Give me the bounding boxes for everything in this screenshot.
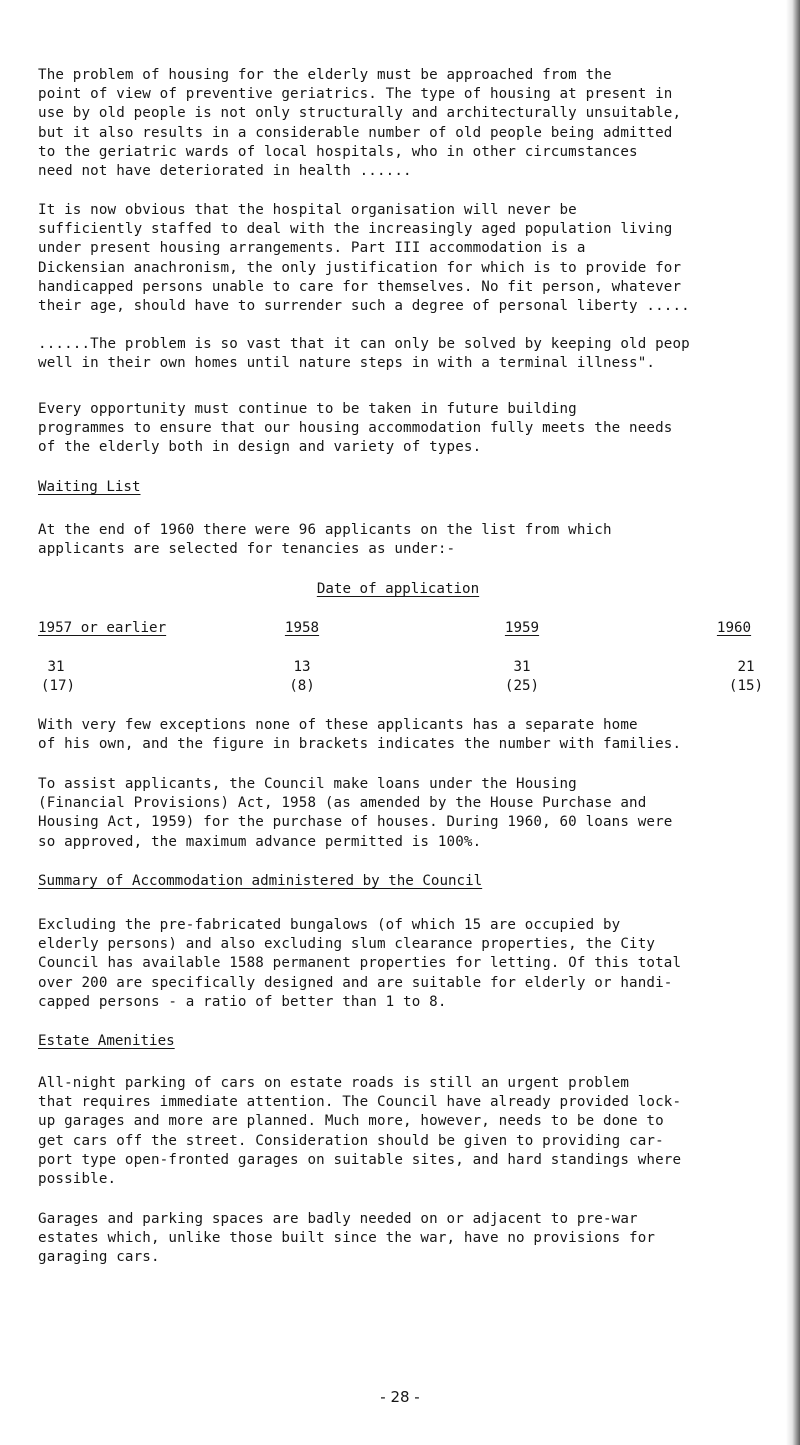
paragraph-hospital-organisation: It is now obvious that the hospital organisation will never be sufficiently staffed to deal with the increasingly aged population living under present housing arrangements. Part III accommodation is a Dickensian anachronism, the only justification for which is to provide for handicapped persons unable to care for themselves. No fit person, whatever their age, should have to surrender such a degree of personal liberty .....: [38, 202, 690, 315]
paragraph-housing-loans: To assist applicants, the Council make loans under the Housing (Financial Provisions) Act, 1958 (as amended by the House Purchase and Housing Act, 1959) for the purchase of houses. During 1960, 60 loans were so approved, the maximum advance permitted is 100%.: [38, 776, 673, 850]
table-cell-count: 13: [293, 659, 311, 675]
table-cell-families: (15): [728, 678, 764, 694]
table-header: 1960: [716, 620, 752, 636]
paragraph-all-night-parking: All-night parking of cars on estate roads is still an urgent problem that requires immediate attention. The Council have already provided lock- up garages and more are planned. Much more, however, needs to be done to get cars off the street. Consideration should be given to providing car- port type open-fronted garages on suitable sites, and hard standings where possible.: [38, 1075, 682, 1188]
paragraph-preventive-geriatrics: The problem of housing for the elderly must be approached from the point of view of preventive geriatrics. The type of housing at present in use by old people is not only structurally and architecturally unsuitable, but it also results in a considerable number of old people being admitted to the geriatric wards of local hospitals, who in other circumstances need not have deteriorated in health ......: [38, 67, 682, 180]
table-cell-count: 31: [513, 659, 531, 675]
table-cell-families: (8): [289, 678, 315, 694]
table-cell-count: 21: [737, 659, 755, 675]
paragraph-keeping-old-people-well: ......The problem is so vast that it can only be solved by keeping old peop well in their own homes until nature steps in with a terminal illness".: [38, 336, 690, 372]
paragraph-garages-parking: Garages and parking spaces are badly needed on or adjacent to pre-war estates which, unlike those built since the war, have no provisions for garaging cars.: [38, 1211, 656, 1266]
table-cell-count: 31: [47, 659, 65, 675]
paragraph-applicants: At the end of 1960 there were 96 applicants on the list from which applicants are selected for tenancies as under:-: [38, 522, 612, 558]
table-header: 1957 or earlier: [38, 620, 167, 636]
table-cell-families: (25): [504, 678, 540, 694]
heading-estate-amenities: Estate Amenities: [38, 1033, 175, 1049]
page-number: - 28 -: [380, 1388, 420, 1406]
heading-summary-accommodation: Summary of Accommodation administered by the Council: [38, 873, 483, 889]
heading-waiting-list: Waiting List: [38, 479, 141, 495]
paragraph-separate-home: With very few exceptions none of these applicants has a separate home of his own, and the figure in brackets indicates the number with families.: [38, 717, 682, 753]
paragraph-accommodation-summary: Excluding the pre-fabricated bungalows (of which 15 are occupied by elderly persons) and also excluding slum clearance properties, the City Council has available 1588 permanent properties for letting. Of this total over 200 are specifically designed and are suitable for elderly or handi- capped persons - a ratio of better than 1 to 8.: [38, 917, 682, 1010]
table-caption: Date of application: [316, 581, 480, 597]
table-header: 1959: [504, 620, 540, 636]
paragraph-building-programmes: Every opportunity must continue to be taken in future building programmes to ensure that our housing accommodation fully meets the needs of the elderly both in design and variety of types.: [38, 401, 673, 456]
table-header: 1958: [284, 620, 320, 636]
table-cell-families: (17): [40, 678, 76, 694]
